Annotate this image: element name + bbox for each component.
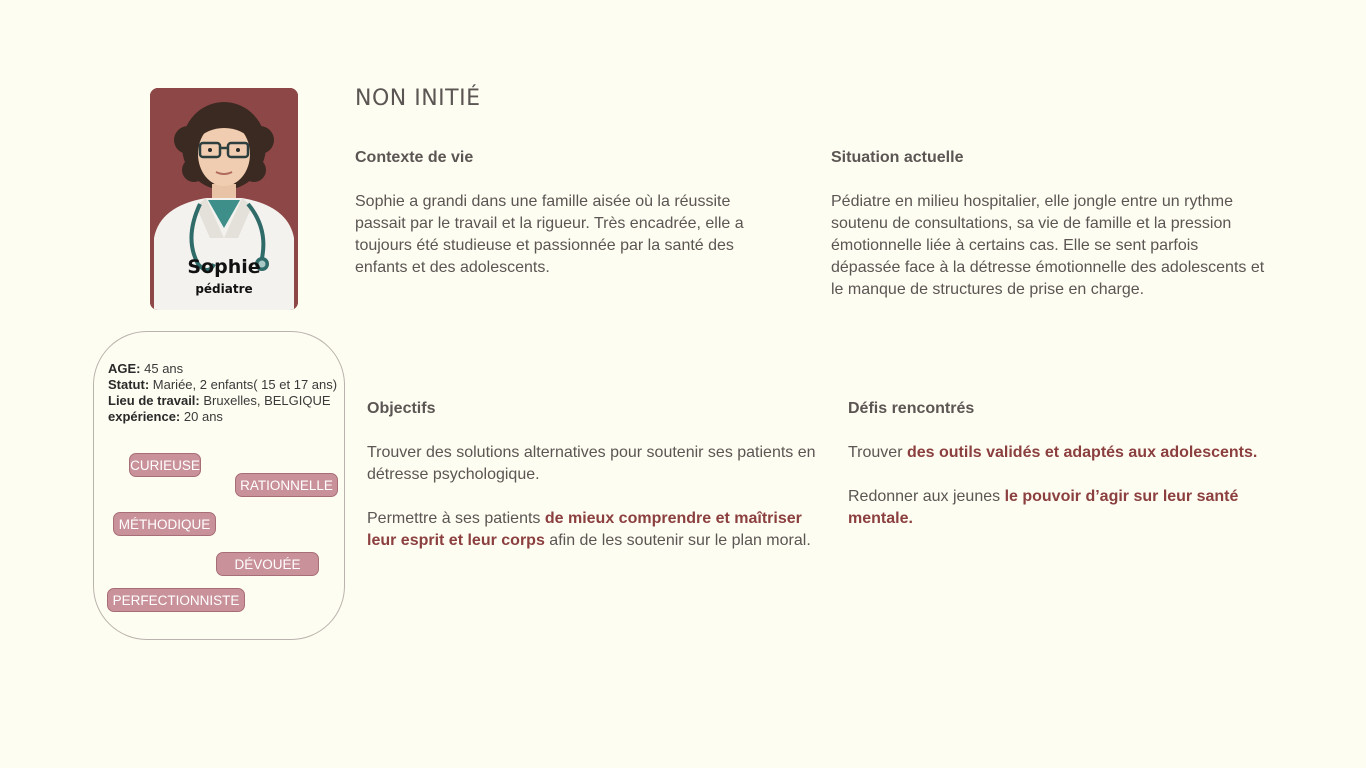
trait-tag: RATIONNELLE — [235, 473, 338, 497]
persona-name: Sophie — [187, 256, 261, 278]
fact-label: Statut: — [108, 377, 150, 392]
highlight-text: de mieux comprendre et maîtriser leur esprit et leur corps — [367, 510, 802, 549]
section-objectifs — [367, 398, 817, 574]
trait-tag: CURIEUSE — [129, 453, 201, 477]
section-heading: Objectifs — [367, 400, 436, 417]
fact-label: AGE: — [108, 361, 141, 376]
fact-value: Bruxelles, BELGIQUE — [203, 393, 331, 408]
section-text — [848, 442, 1268, 464]
trait-tag: MÉTHODIQUE — [113, 512, 216, 536]
fact-age — [108, 361, 337, 377]
fact-value: Mariée, 2 enfants( 15 et 17 ans) — [152, 377, 338, 392]
section-text: Sophie a grandi dans une famille aisée où la réussite passait par le travail et la rigueur. Très encadrée, elle a toujours été studieuse et passionnée par la santé des enfants et des adolescents. — [355, 193, 744, 276]
section-contexte — [355, 147, 755, 301]
section-heading: Contexte de vie — [355, 149, 474, 166]
fact-label: Lieu de travail: — [108, 393, 200, 408]
fact-value: 20 ans — [183, 409, 223, 424]
highlight-text: des outils validés et adaptés aux adolescents. — [906, 444, 1258, 461]
text-span: Permettre à ses patients — [367, 510, 545, 527]
section-text: Trouver des solutions alternatives pour soutenir ses patients en détresse psychologique. — [367, 444, 816, 483]
fact-status — [108, 377, 337, 393]
trait-tag: PERFECTIONNISTE — [107, 588, 245, 612]
fact-workplace — [108, 393, 337, 409]
persona-portrait — [150, 88, 298, 310]
page-title: NON INITIÉ — [355, 86, 481, 111]
section-text — [367, 508, 817, 552]
section-heading: Défis rencontrés — [848, 400, 975, 417]
highlight-text: le pouvoir d’agir sur leur santé mentale. — [848, 488, 1239, 527]
fact-label: expérience: — [108, 409, 181, 424]
trait-tag: DÉVOUÉE — [216, 552, 319, 576]
persona-info-card — [93, 331, 345, 640]
section-defis — [848, 398, 1268, 552]
text-span: afin de les soutenir sur le plan moral. — [544, 532, 811, 549]
persona-facts — [108, 361, 337, 425]
text-span: Redonner aux jeunes — [848, 488, 1005, 505]
section-text — [848, 486, 1268, 530]
fact-value: 45 ans — [144, 361, 184, 376]
text-span: Trouver — [848, 444, 907, 461]
fact-experience — [108, 409, 337, 425]
section-heading: Situation actuelle — [831, 149, 964, 166]
section-text: Pédiatre en milieu hospitalier, elle jongle entre un rythme soutenu de consultations, sa vie de famille et la pression émotionnelle liée à certains cas. Elle se sent parfois dépassée face à la détresse émotionnelle des adolescents et le manque de structures de prise en charge. — [831, 193, 1265, 298]
persona-role: pédiatre — [195, 282, 253, 296]
section-situation — [831, 147, 1271, 323]
